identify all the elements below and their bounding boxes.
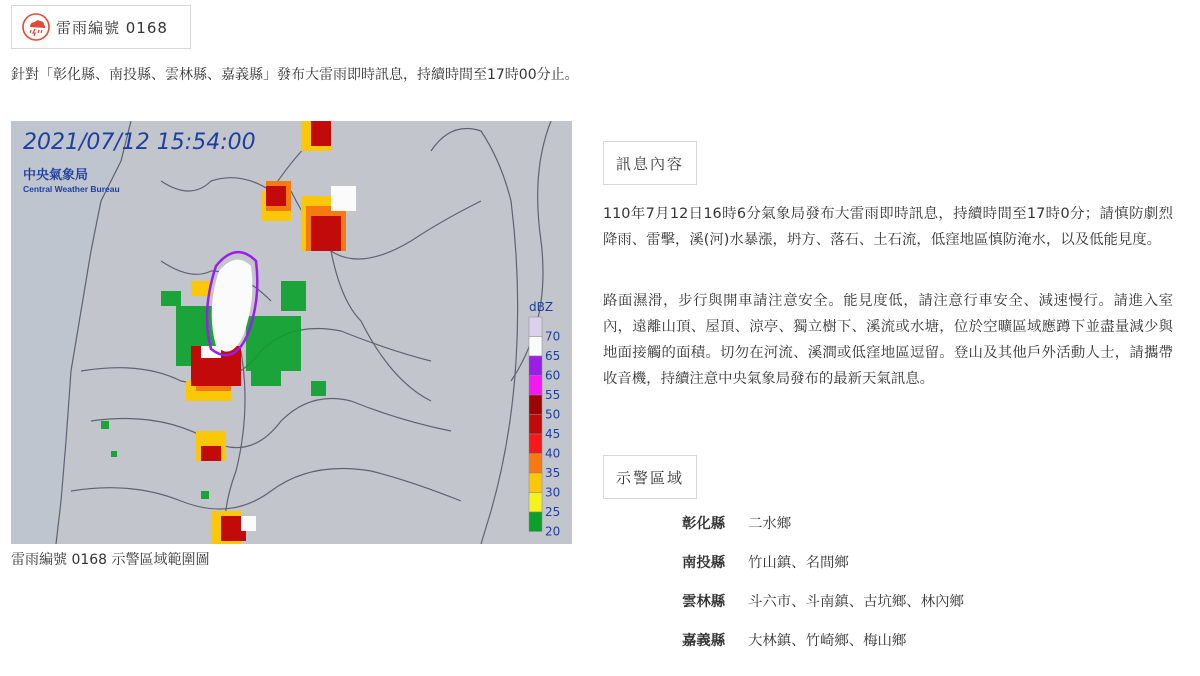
- legend-label: 55: [545, 388, 561, 402]
- legend-unit: dBZ: [529, 300, 554, 314]
- legend-swatch: [529, 512, 542, 532]
- area-towns: 斗六市、斗南鎮、古坑鄉、林內鄉: [748, 594, 964, 610]
- area-county: 彰化縣: [682, 516, 726, 532]
- area-towns: 大林鎮、竹崎鄉、梅山鄉: [748, 633, 907, 649]
- area-county: 南投縣: [682, 555, 726, 571]
- area-towns: 竹山鎮、名間鄉: [748, 555, 849, 571]
- warning-header: [11, 5, 191, 49]
- legend-swatch: [529, 415, 542, 435]
- area-row: [682, 551, 964, 590]
- legend-swatch: [529, 395, 542, 415]
- warning-area-list: [682, 512, 964, 668]
- area-county: 嘉義縣: [682, 633, 726, 649]
- area-row: [682, 629, 964, 668]
- warning-title: 雷雨編號 0168: [56, 18, 168, 37]
- area-row: [682, 512, 964, 551]
- legend-swatch: [529, 473, 542, 493]
- area-towns: 二水鄉: [748, 516, 792, 532]
- legend-label: 20: [545, 524, 561, 539]
- info-paragraph-1: 110年7月12日16時6分氣象局發布大雷雨即時訊息，持續時間至17時0分；請慎防劇烈降雨、雷擊，溪(河)水暴漲，坍方、落石、土石流，低窪地區慎防淹水，以及低能見度。: [603, 206, 1173, 248]
- legend-label: 45: [545, 427, 561, 441]
- legend-swatch: [529, 356, 542, 376]
- section-label-area: 示警區域: [603, 455, 697, 499]
- area-row: [682, 590, 964, 629]
- legend-label: 35: [545, 466, 561, 480]
- radar-map-canvas: [11, 121, 572, 544]
- agency-name-en: Central Weather Bureau: [23, 184, 120, 194]
- legend-label: 40: [545, 446, 561, 461]
- legend-label: 50: [545, 407, 561, 422]
- legend-swatch: [529, 434, 542, 454]
- map-caption: 雷雨編號 0168 示警區域範圍圖: [11, 552, 210, 568]
- agency-name-zh: 中央氣象局: [23, 168, 89, 183]
- warning-summary: 針對「彰化縣、南投縣、雲林縣、嘉義縣」發布大雷雨即時訊息，持續時間至17時00分止。: [11, 67, 579, 83]
- legend-label: 30: [545, 485, 561, 500]
- section-label-info: 訊息內容: [603, 141, 697, 185]
- legend-swatch: [529, 454, 542, 474]
- legend-swatch: [529, 317, 542, 337]
- thunderstorm-rain-icon: [22, 13, 50, 41]
- legend-swatch: [529, 376, 542, 396]
- area-county: 雲林縣: [682, 594, 726, 610]
- radar-timestamp: 2021/07/12 15:54:00: [23, 130, 256, 155]
- legend-swatch: [529, 337, 542, 357]
- legend-label: 25: [545, 505, 561, 519]
- info-paragraph-2: 路面濕滑，步行與開車請注意安全。能見度低，請注意行車安全、減速慢行。請進入室內，遠離山頂、屋頂、涼亭、獨立樹下、溪流或水塘，位於空曠區域應蹲下並盡量減少與地面接觸的面積。切勿在河流、溪澗或低窪地區逗留。登山及其他戶外活動人士，請攜帶收音機，持續注意中央氣象局發布的最新天氣訊息。: [603, 293, 1173, 387]
- radar-map: [11, 121, 572, 544]
- legend-label: 70: [545, 329, 561, 344]
- legend-swatch: [529, 493, 542, 513]
- legend-label: 60: [545, 368, 561, 383]
- legend-label: 65: [545, 349, 561, 363]
